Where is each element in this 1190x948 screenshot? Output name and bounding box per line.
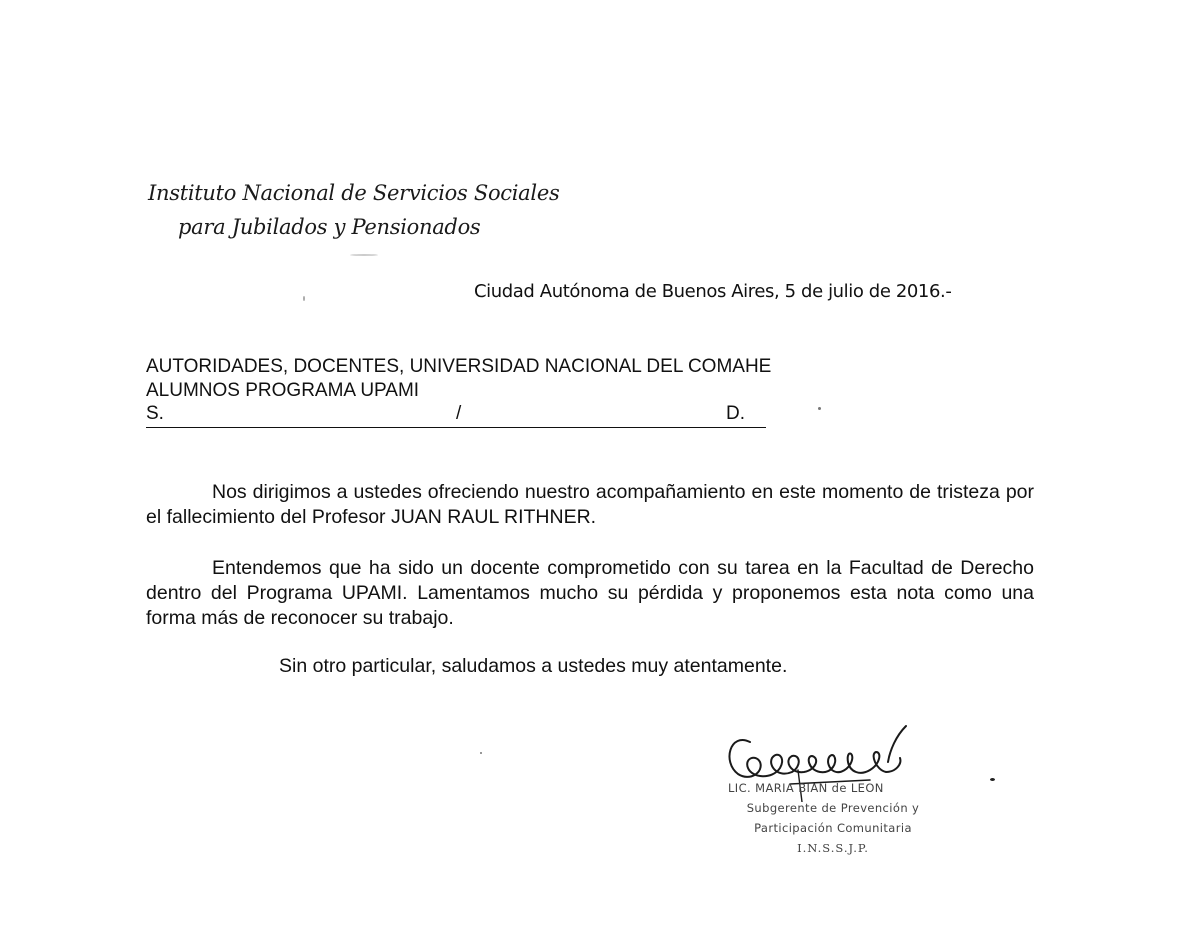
salutation-sd-line (146, 403, 766, 428)
letterhead-institution-name: Instituto Nacional de Servicios Sociales (148, 181, 560, 205)
signature-block (720, 722, 960, 862)
letterhead-institution-subtitle: para Jubilados y Pensionados (178, 215, 481, 239)
official-stamp (728, 778, 938, 858)
recipient-line-2: ALUMNOS PROGRAMA UPAMI (146, 380, 420, 401)
stamp-department-line: Participación Comunitaria (754, 821, 912, 835)
letterhead (148, 176, 559, 244)
salutation-s: S. (146, 403, 164, 424)
recipient-block (146, 355, 771, 403)
body-paragraph-2 (146, 556, 1034, 631)
scan-speck (990, 778, 995, 781)
scan-speck (350, 254, 378, 256)
scan-speck (303, 296, 305, 301)
scan-speck (480, 752, 482, 754)
stamp-name-line: LIC. MARIA BIAN de LEON (728, 781, 884, 795)
paragraph-2-text: Entendemos que ha sido un docente comprometido con su tarea en la Facultad de Derecho dentro del Programa UPAMI. Lamentamos mucho su pérdida y proponemos esta nota como una forma más de reconocer su trabajo. (146, 557, 1034, 629)
paragraph-1-text: Nos dirigimos a ustedes ofreciendo nuestro acompañamiento en este momento de tristeza por el fallecimiento del Profesor JUAN RAUL RITHNER. (146, 481, 1034, 528)
body-paragraph-1 (146, 480, 1034, 530)
closing-line: Sin otro particular, saludamos a ustedes muy atentamente. (279, 655, 788, 677)
scan-speck (818, 407, 821, 410)
recipient-line-1: AUTORIDADES, DOCENTES, UNIVERSIDAD NACIONAL DEL COMAHE (146, 356, 772, 377)
date-place-line: Ciudad Autónoma de Buenos Aires, 5 de julio de 2016.- (474, 281, 952, 302)
salutation-d: D. (726, 403, 745, 424)
stamp-institution-line: I.N.S.S.J.P. (797, 841, 869, 855)
salutation-slash: / (456, 403, 462, 424)
stamp-title-line: Subgerente de Prevención y (746, 801, 920, 815)
